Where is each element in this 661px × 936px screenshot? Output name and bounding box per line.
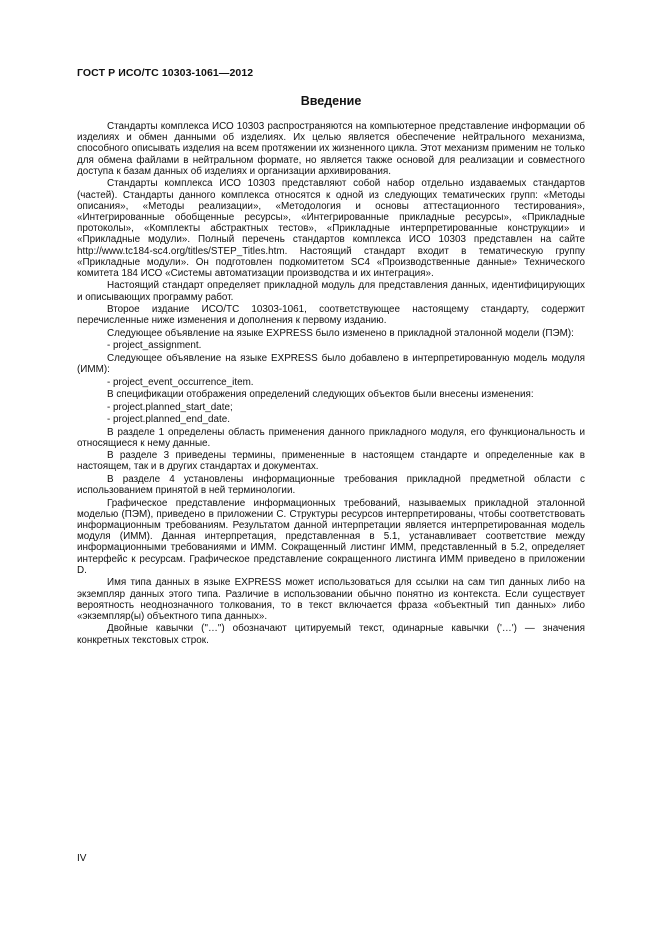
- paragraph: Двойные кавычки ("…") обозначают цитируемый текст, одинарные кавычки ('…') — значения конкретных текстовых строк.: [77, 623, 585, 646]
- document-header: ГОСТ Р ИСО/ТС 10303-1061—2012: [77, 67, 254, 79]
- paragraph: В разделе 1 определены область применения данного прикладного модуля, его функциональность и относящиеся к нему данные.: [77, 426, 585, 449]
- paragraph: В разделе 3 приведены термины, примененные в настоящем стандарте и определенные как в настоящем, так и в других стандартах и документах.: [77, 450, 585, 473]
- page-number: IV: [77, 853, 87, 864]
- list-item: - project_assignment.: [107, 340, 202, 352]
- paragraph: Следующее объявление на языке EXPRESS было изменено в прикладной эталонной модели (ПЭМ):: [107, 327, 574, 339]
- paragraph: Следующее объявление на языке EXPRESS было добавлено в интерпретированную модель модуля (ИММ):: [77, 352, 585, 376]
- paragraph: Второе издание ИСО/ТС 10303-1061, соответствующее настоящему стандарту, содержит перечисленные ниже изменения и дополнения к первому изданию.: [77, 304, 585, 327]
- paragraph: Стандарты комплекса ИСО 10303 представляют собой набор отдельно издаваемых стандартов (частей). Стандарты данного комплекса относятся к одной из следующих тематических групп: «Методы описания», «Методы реализации», «Методология и основы аттестационного тестирования», «Интегрированные обобщенные ресурсы», «Интегрированные прикладные ресурсы», «Прикладные протоколы», «Комплекты абстрактных тестов», «Прикладные интерпретированные конструкции» и «Прикладные модули». Полный перечень стандартов комплекса ИСО 10303 представлен на сайте http://www.tc184-sc4.org/titles/STEP_Titles.htm. Настоящий стандарт входит в тематическую группу «Прикладные модули». Он подготовлен подкомитетом SC4 «Производственные данные» Технического комитета 184 ИСО «Системы автоматизации производства и их интеграция».: [77, 178, 585, 279]
- list-item: - project.planned_start_date;: [107, 401, 233, 413]
- introduction-body: [77, 121, 585, 647]
- list-item: - project_event_occurrence_item.: [107, 376, 254, 388]
- paragraph: Графическое представление информационных требований, называемых прикладной эталонной моделью (ПЭМ), приведено в приложении С. Структуры ресурсов интерпретированы, чтобы соответствовать информационным требованиям. Результатом данной интерпретации является интерпретированная модель модуля (ИММ). Данная интерпретация, представленная в 5.1, устанавливает соответствие между информационными требованиями и ИММ. Сокращенный листинг ИММ, представленный в 5.2, определяет интерфейс к ресурсам. Графическое представление сокращенного листинга ИММ приведено в приложении D.: [77, 497, 585, 576]
- paragraph: В спецификации отображения определений следующих объектов были внесены изменения:: [107, 389, 534, 401]
- paragraph: В разделе 4 установлены информационные требования прикладной предметной области с использованием принятой в ней терминологии.: [77, 473, 585, 497]
- section-title: Введение: [300, 94, 362, 108]
- paragraph: Имя типа данных в языке EXPRESS может использоваться для ссылки на сам тип данных либо на экземпляр данных этого типа. Различие в использовании обычно понятно из контекста. Если существует вероятность неоднозначного толкования, то в текст включается фраза «объектный тип данных» либо «экземпляр(ы) объектного типа данных».: [77, 577, 585, 622]
- list-item: - project.planned_end_date.: [107, 414, 230, 426]
- paragraph: Настоящий стандарт определяет прикладной модуль для представления данных, идентифицирующих и описывающих программу работ.: [77, 280, 585, 303]
- paragraph: Стандарты комплекса ИСО 10303 распространяются на компьютерное представление информации об изделиях и обмен данными об изделиях. Их целью является обеспечение нейтрального механизма, способного описывать изделия на всем протяжении их жизненного цикла. Этот механизм применим не только для обмена файлами в нейтральном формате, но является также основой для реализации и совместного доступа к базам данных об изделиях и организации архивирования.: [77, 121, 585, 177]
